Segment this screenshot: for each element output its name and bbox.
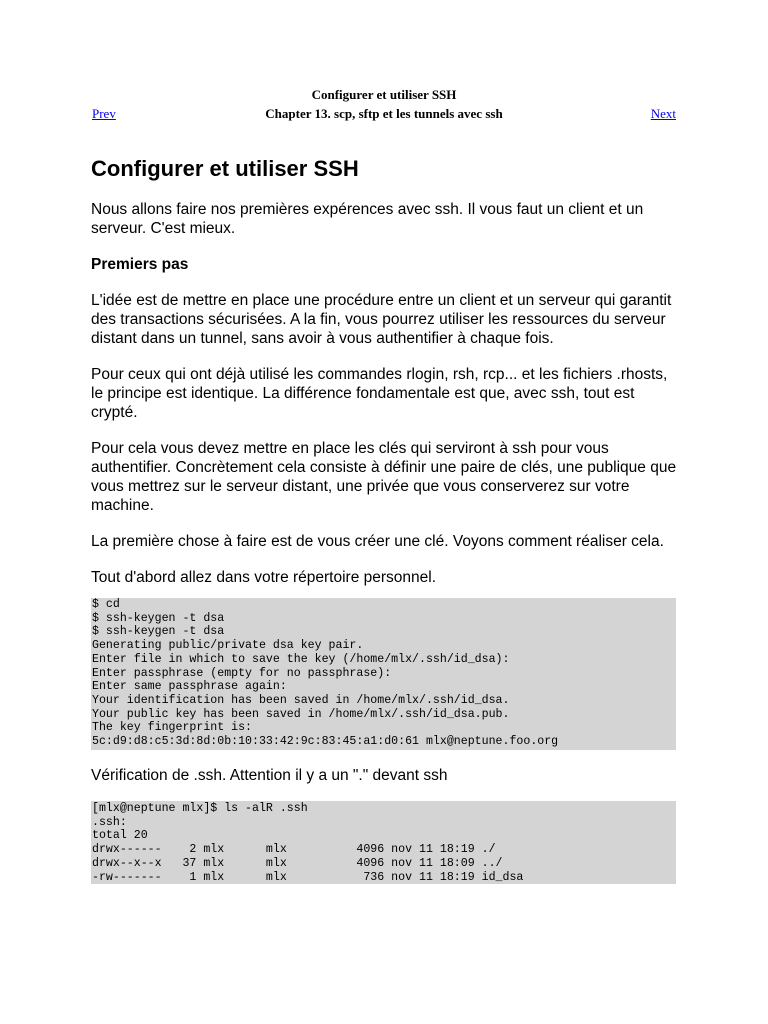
header-title: Configurer et utiliser SSH	[311, 87, 457, 102]
page-title: Configurer et utiliser SSH	[91, 156, 359, 181]
verification-paragraph: Vérification de .ssh. Attention il y a un "." devant ssh	[91, 767, 448, 784]
navigation-bar	[92, 106, 676, 124]
chapter-title: Chapter 13. scp, sftp et les tunnels avec ssh	[265, 106, 503, 121]
paragraph: La première chose à faire est de vous créer une clé. Voyons comment réaliser cela.	[91, 533, 664, 550]
prev-link[interactable]: Prev	[92, 106, 116, 121]
paragraph: Tout d'abord allez dans votre répertoire personnel.	[91, 569, 437, 586]
code-block-ls: [mlx@neptune mlx]$ ls -alR .ssh .ssh: total 20 drwx------ 2 mlx mlx 4096 nov 11 18:19 ./ drwx--x--x 37 mlx mlx 4096 nov 11 18:09 ../ -rw------- 1 mlx mlx 736 nov 11 18:19 id_dsa	[91, 801, 676, 884]
code-block-keygen: $ cd $ ssh-keygen -t dsa $ ssh-keygen -t dsa Generating public/private dsa key pair. Enter file in which to save the key (/home/mlx/.ssh/id_dsa): Enter passphrase (empty for no passphrase): Enter same passphrase again: Your identification has been saved in /home/mlx/.ssh/id_dsa. Your public key has been saved in /home/mlx/.ssh/id_dsa.pub. The key fingerprint is: 5c:d9:d8:c5:3d:8d:0b:10:33:42:9c:83:45:a1:d0:61 mlx@neptune.foo.org	[91, 598, 676, 750]
section-heading: Premiers pas	[91, 256, 189, 273]
main-content	[91, 154, 681, 900]
paragraph: Pour ceux qui ont déjà utilisé les commandes rlogin, rsh, rcp... et les fichiers .rhosts, le principe est identique. La différence fondamentale est que, avec ssh, tout est crypté.	[91, 366, 668, 421]
next-link[interactable]: Next	[650, 106, 676, 121]
intro-paragraph: Nous allons faire nos premières expérences avec ssh. Il vous faut un client et un serveur. C'est mieux.	[91, 201, 644, 237]
paragraph: L'idée est de mettre en place une procédure entre un client et un serveur qui garantit des transactions sécurisées. A la fin, vous pourrez utiliser les ressources du serveur distant dans un tunnel, sans avoir à vous authentifier à chaque fois.	[91, 292, 672, 347]
paragraph: Pour cela vous devez mettre en place les clés qui serviront à ssh pour vous authentifier. Concrètement cela consiste à définir une paire de clés, une publique que vous mettrez sur le serveur distant, une privée que vous conserverez sur votre machine.	[91, 440, 677, 514]
